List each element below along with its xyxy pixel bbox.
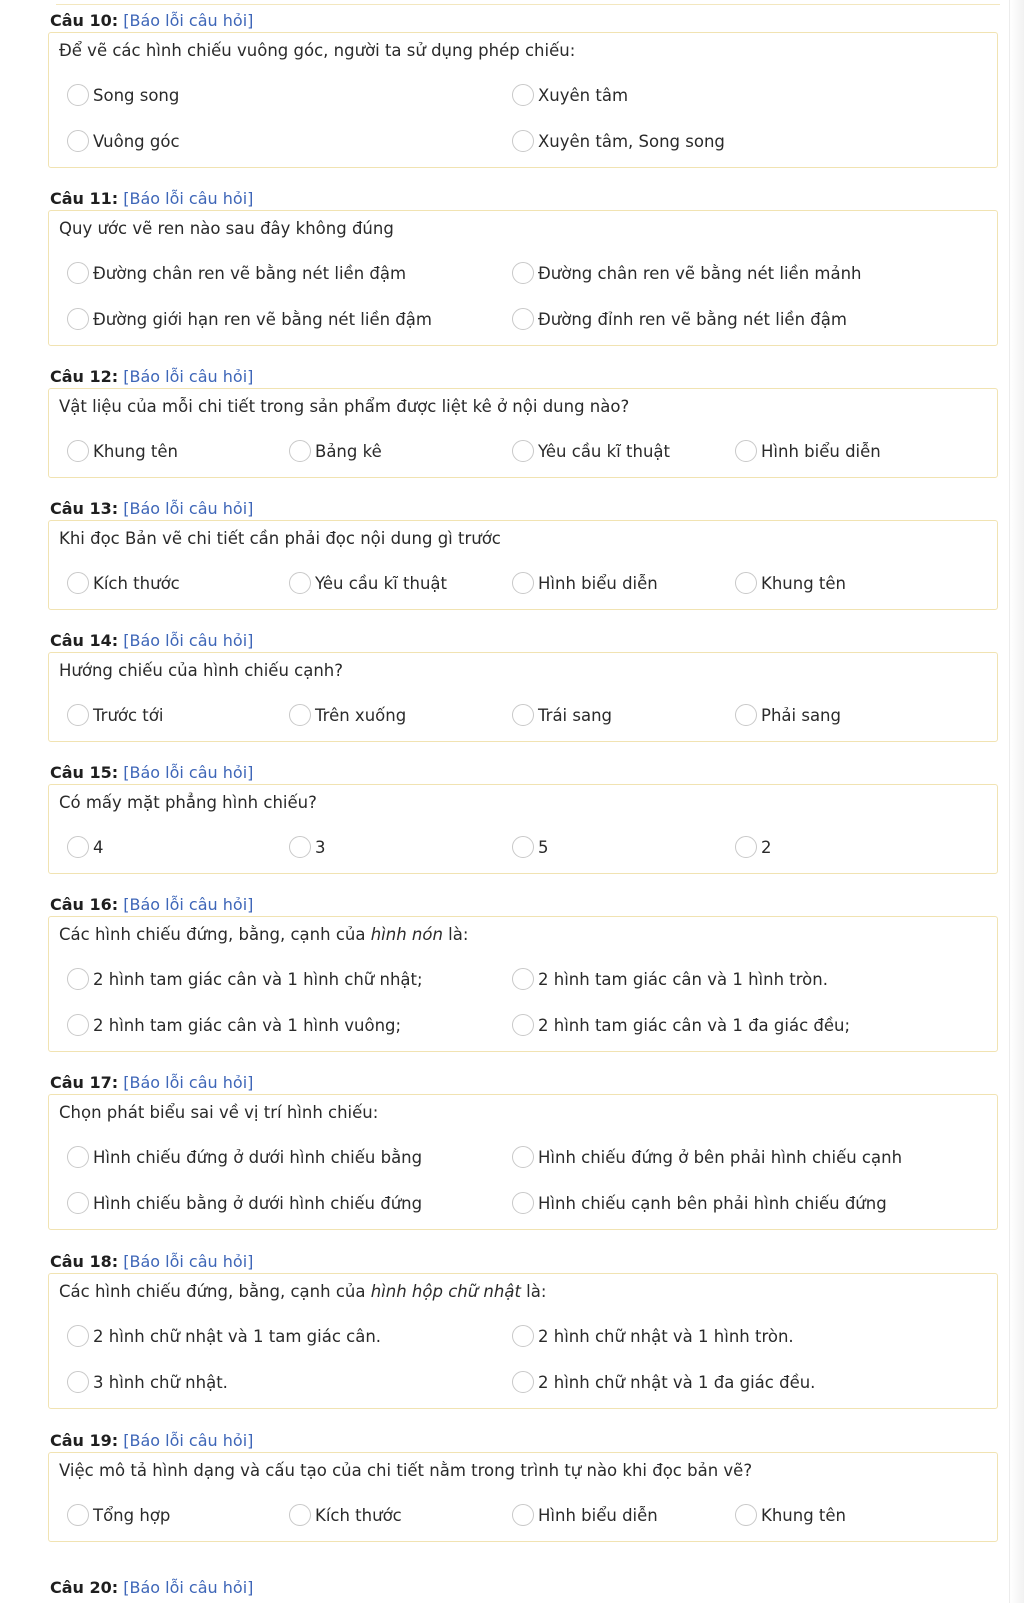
question-box <box>48 388 998 478</box>
question-box <box>48 520 998 610</box>
answer-option[interactable] <box>512 1368 815 1396</box>
answer-option[interactable] <box>67 701 163 729</box>
answer-label: Khung tên <box>761 573 846 593</box>
question-15 <box>48 762 998 857</box>
answer-label: Khung tên <box>761 1505 846 1525</box>
report-error-link[interactable]: [Báo lỗi câu hỏi] <box>123 189 254 208</box>
answer-label: 2 hình tam giác cân và 1 đa giác đều; <box>538 1015 851 1035</box>
answer-label: Kích thước <box>93 573 180 593</box>
question-header <box>50 10 998 32</box>
radio-button[interactable] <box>512 1371 534 1393</box>
question-header <box>50 894 998 916</box>
answer-option[interactable] <box>512 81 628 109</box>
answer-option[interactable] <box>67 81 179 109</box>
question-text-emphasis: hình hộp chữ nhật <box>370 1282 521 1301</box>
question-11 <box>48 188 998 329</box>
question-20 <box>48 1577 998 1599</box>
radio-button[interactable] <box>289 836 311 858</box>
answer-label: Hình biểu diễn <box>538 1505 658 1525</box>
answer-option[interactable] <box>512 569 658 597</box>
question-box <box>48 916 998 1052</box>
answer-option[interactable] <box>67 1322 381 1350</box>
answer-option[interactable] <box>289 833 326 861</box>
answer-label: Đường giới hạn ren vẽ bằng nét liền đậm <box>93 309 432 329</box>
radio-button[interactable] <box>289 1504 311 1526</box>
question-text-part: Các hình chiếu đứng, bằng, cạnh của <box>59 1282 371 1301</box>
question-box <box>48 652 998 742</box>
answer-option[interactable] <box>289 569 447 597</box>
radio-button[interactable] <box>67 130 89 152</box>
answer-label: Hình biểu diễn <box>761 441 881 461</box>
radio-button[interactable] <box>289 704 311 726</box>
radio-button[interactable] <box>735 1504 757 1526</box>
answer-label: 2 hình tam giác cân và 1 hình tròn. <box>538 969 828 989</box>
question-text: Quy ước vẽ ren nào sau đây không đúng <box>59 219 394 238</box>
question-header <box>50 188 998 210</box>
radio-button[interactable] <box>289 440 311 462</box>
answer-option[interactable] <box>512 1143 902 1171</box>
question-number: Câu 13: <box>50 499 119 518</box>
answer-option[interactable] <box>512 437 670 465</box>
radio-button[interactable] <box>512 572 534 594</box>
question-text: Việc mô tả hình dạng và cấu tạo của chi tiết nằm trong trình tự nào khi đọc bản vẽ? <box>59 1461 753 1480</box>
radio-button[interactable] <box>512 130 534 152</box>
answer-label: Trên xuống <box>315 705 407 725</box>
radio-button[interactable] <box>67 1014 89 1036</box>
question-text-part: là: <box>442 925 469 944</box>
answer-option[interactable] <box>735 701 841 729</box>
question-13 <box>48 498 998 593</box>
report-error-link[interactable]: [Báo lỗi câu hỏi] <box>123 499 254 518</box>
question-header <box>50 366 998 388</box>
answer-label: Tổng hợp <box>93 1505 171 1525</box>
answer-label: Đường chân ren vẽ bằng nét liền đậm <box>93 263 407 283</box>
report-error-link[interactable]: [Báo lỗi câu hỏi] <box>123 763 254 782</box>
answer-option[interactable] <box>289 437 382 465</box>
answer-label: Khung tên <box>93 441 178 461</box>
radio-button[interactable] <box>512 1504 534 1526</box>
answer-option[interactable] <box>512 965 828 993</box>
report-error-link[interactable]: [Báo lỗi câu hỏi] <box>123 1252 254 1271</box>
answer-option[interactable] <box>512 305 847 333</box>
answer-option[interactable] <box>67 259 406 287</box>
radio-button[interactable] <box>512 1014 534 1036</box>
question-number: Câu 11: <box>50 189 119 208</box>
answer-label: Hình chiếu cạnh bên phải hình chiếu đứng <box>538 1193 887 1213</box>
radio-button[interactable] <box>512 836 534 858</box>
question-text-part: Các hình chiếu đứng, bằng, cạnh của <box>59 925 371 944</box>
answer-label: Trái sang <box>538 705 613 725</box>
question-box <box>48 210 998 346</box>
radio-button[interactable] <box>735 836 757 858</box>
question-box <box>48 1273 998 1409</box>
answer-label: 2 <box>761 837 772 857</box>
answer-label: 2 hình tam giác cân và 1 hình vuông; <box>93 1015 402 1035</box>
answer-label: Hình chiếu đứng ở bên phải hình chiếu cạnh <box>538 1147 903 1167</box>
question-header <box>50 1072 998 1094</box>
question-header <box>50 630 998 652</box>
answer-option[interactable] <box>735 569 846 597</box>
radio-button[interactable] <box>67 84 89 106</box>
question-header <box>50 1251 998 1273</box>
answer-option[interactable] <box>67 833 104 861</box>
question-header <box>50 1430 998 1452</box>
radio-button[interactable] <box>67 262 89 284</box>
radio-button[interactable] <box>67 1325 89 1347</box>
answer-label: 5 <box>538 837 549 857</box>
answer-option[interactable] <box>512 833 549 861</box>
radio-button[interactable] <box>512 440 534 462</box>
radio-button[interactable] <box>512 84 534 106</box>
report-error-link[interactable]: [Báo lỗi câu hỏi] <box>123 11 254 30</box>
question-box <box>48 1452 998 1542</box>
answer-label: Đường chân ren vẽ bằng nét liền mảnh <box>538 263 862 283</box>
question-text: Hướng chiếu của hình chiếu cạnh? <box>59 661 344 680</box>
question-12 <box>48 366 998 461</box>
question-text: Có mấy mặt phẳng hình chiếu? <box>59 793 317 812</box>
report-error-link[interactable]: [Báo lỗi câu hỏi] <box>123 367 254 386</box>
answer-option[interactable] <box>67 1368 228 1396</box>
radio-button[interactable] <box>512 262 534 284</box>
report-error-link[interactable]: [Báo lỗi câu hỏi] <box>123 895 254 914</box>
answer-label: Hình biểu diễn <box>538 573 658 593</box>
question-number: Câu 14: <box>50 631 119 650</box>
answer-option[interactable] <box>67 965 423 993</box>
report-error-link[interactable]: [Báo lỗi câu hỏi] <box>123 1578 254 1597</box>
question-header <box>50 1577 998 1599</box>
question-number: Câu 10: <box>50 11 119 30</box>
answer-option[interactable] <box>67 1189 422 1217</box>
question-text: Vật liệu của mỗi chi tiết trong sản phẩm được liệt kê ở nội dung nào? <box>59 397 630 416</box>
question-number: Câu 16: <box>50 895 119 914</box>
radio-button[interactable] <box>67 1504 89 1526</box>
answer-label: Bảng kê <box>315 441 382 461</box>
radio-button[interactable] <box>512 1192 534 1214</box>
answer-label: 3 hình chữ nhật. <box>93 1372 228 1392</box>
answer-option[interactable] <box>512 1322 794 1350</box>
question-box <box>48 784 998 874</box>
radio-button[interactable] <box>67 308 89 330</box>
answer-label: Phải sang <box>761 705 841 725</box>
answer-label: Vuông góc <box>93 131 180 151</box>
answer-label: 4 <box>93 837 104 857</box>
radio-button[interactable] <box>512 1325 534 1347</box>
question-header <box>50 498 998 520</box>
question-number: Câu 20: <box>50 1578 119 1597</box>
question-17 <box>48 1072 998 1213</box>
answer-label: Hình chiếu đứng ở dưới hình chiếu bằng <box>93 1147 423 1167</box>
question-18 <box>48 1251 998 1392</box>
answer-option[interactable] <box>67 569 180 597</box>
radio-button[interactable] <box>67 1192 89 1214</box>
report-error-link[interactable]: [Báo lỗi câu hỏi] <box>123 1431 254 1450</box>
question-number: Câu 15: <box>50 763 119 782</box>
answer-option[interactable] <box>512 1189 887 1217</box>
answer-option[interactable] <box>512 127 725 155</box>
answer-label: 2 hình chữ nhật và 1 hình tròn. <box>538 1326 794 1346</box>
answer-option[interactable] <box>67 305 432 333</box>
answer-label: Xuyên tâm <box>538 85 629 105</box>
answer-label: Yêu cầu kĩ thuật <box>538 441 670 461</box>
answer-label: 2 hình chữ nhật và 1 tam giác cân. <box>93 1326 382 1346</box>
radio-button[interactable] <box>735 572 757 594</box>
question-text: Chọn phát biểu sai về vị trí hình chiếu: <box>59 1103 379 1122</box>
answer-option[interactable] <box>735 833 772 861</box>
radio-button[interactable] <box>512 968 534 990</box>
report-error-link[interactable]: [Báo lỗi câu hỏi] <box>123 1073 254 1092</box>
radio-button[interactable] <box>67 440 89 462</box>
answer-option[interactable] <box>67 127 180 155</box>
question-19 <box>48 1430 998 1525</box>
answer-option[interactable] <box>289 1501 402 1529</box>
radio-button[interactable] <box>512 308 534 330</box>
radio-button[interactable] <box>67 836 89 858</box>
answer-option[interactable] <box>67 1011 401 1039</box>
answer-label: Trước tới <box>93 705 164 725</box>
answer-option[interactable] <box>735 437 881 465</box>
report-error-link[interactable]: [Báo lỗi câu hỏi] <box>123 631 254 650</box>
previous-question-box-edge <box>56 0 1000 5</box>
question-text: Để vẽ các hình chiếu vuông góc, người ta sử dụng phép chiếu: <box>59 41 576 60</box>
radio-button[interactable] <box>735 440 757 462</box>
question-16 <box>48 894 998 1035</box>
radio-button[interactable] <box>67 572 89 594</box>
answer-label: Yêu cầu kĩ thuật <box>315 573 447 593</box>
answer-option[interactable] <box>735 1501 846 1529</box>
answer-label: Đường đỉnh ren vẽ bằng nét liền đậm <box>538 309 847 329</box>
answer-label: 2 hình chữ nhật và 1 đa giác đều. <box>538 1372 816 1392</box>
radio-button[interactable] <box>512 1146 534 1168</box>
question-box <box>48 32 998 168</box>
answer-option[interactable] <box>512 1011 850 1039</box>
answer-option[interactable] <box>67 1143 422 1171</box>
answer-label: 3 <box>315 837 326 857</box>
question-number: Câu 18: <box>50 1252 119 1271</box>
answer-option[interactable] <box>512 259 862 287</box>
answer-label: Hình chiếu bằng ở dưới hình chiếu đứng <box>93 1193 423 1213</box>
answer-label: Xuyên tâm, Song song <box>538 131 725 151</box>
radio-button[interactable] <box>289 572 311 594</box>
page-right-edge <box>1009 0 1024 1603</box>
question-number: Câu 19: <box>50 1431 119 1450</box>
question-text-part: là: <box>520 1282 547 1301</box>
radio-button[interactable] <box>512 704 534 726</box>
question-text-emphasis: hình nón <box>370 925 443 944</box>
answer-option[interactable] <box>289 701 406 729</box>
answer-label: Kích thước <box>315 1505 402 1525</box>
answer-label: 2 hình tam giác cân và 1 hình chữ nhật; <box>93 969 423 989</box>
answer-option[interactable] <box>67 1501 170 1529</box>
answer-option[interactable] <box>67 437 178 465</box>
question-text <box>59 1282 546 1301</box>
question-number: Câu 12: <box>50 367 119 386</box>
question-box <box>48 1094 998 1230</box>
question-number: Câu 17: <box>50 1073 119 1092</box>
question-text <box>59 925 468 944</box>
question-header <box>50 762 998 784</box>
question-10 <box>48 10 998 151</box>
radio-button[interactable] <box>67 1371 89 1393</box>
answer-label: Song song <box>93 85 180 105</box>
answer-option[interactable] <box>512 701 612 729</box>
radio-button[interactable] <box>735 704 757 726</box>
radio-button[interactable] <box>67 1146 89 1168</box>
radio-button[interactable] <box>67 704 89 726</box>
radio-button[interactable] <box>67 968 89 990</box>
question-14 <box>48 630 998 725</box>
answer-option[interactable] <box>512 1501 658 1529</box>
question-text: Khi đọc Bản vẽ chi tiết cần phải đọc nội dung gì trước <box>59 529 501 548</box>
